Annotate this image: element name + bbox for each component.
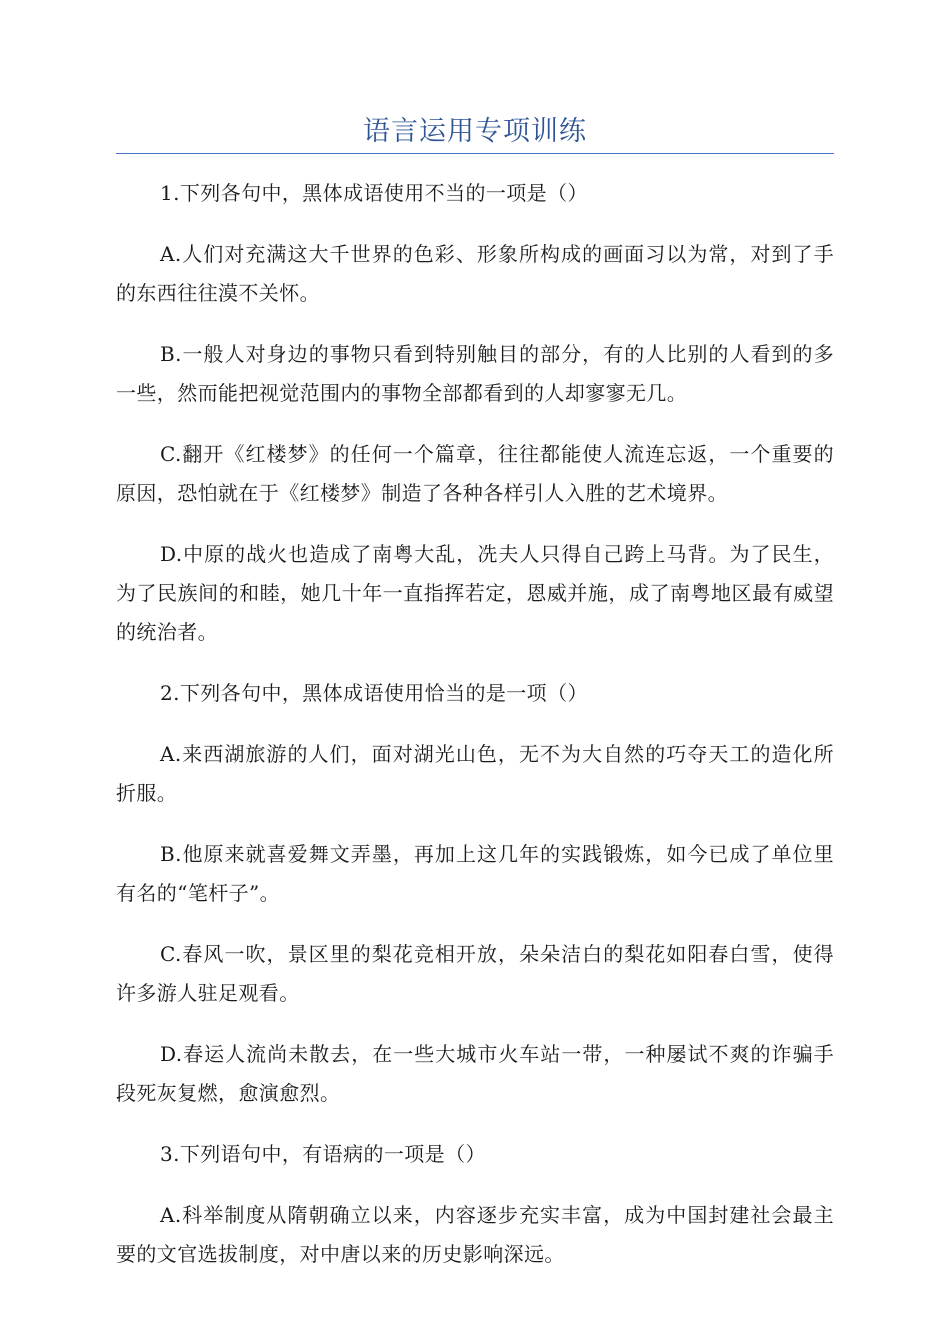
question-2-stem: 2.下列各句中，黑体成语使用恰当的是一项（） (160, 681, 588, 705)
question-2-option-d: D.春运人流尚未散去，在一些大城市火车站一带，一种屡试不爽的诈骗手段死灰复燃，愈演愈烈。 (116, 1042, 834, 1105)
question-3-option-a: A.科举制度从隋朝确立以来，内容逐步充实丰富，成为中国封建社会最主要的文官选拔制度，对中唐以来的历史影响深远。 (116, 1203, 834, 1266)
question-3-stem: 3.下列语句中，有语病的一项是（） (160, 1142, 486, 1166)
question-2-option-a: A.来西湖旅游的人们，面对湖光山色，无不为大自然的巧夺天工的造化所折服。 (116, 742, 834, 805)
question-1-stem: 1.下列各句中，黑体成语使用不当的一项是（） (160, 181, 588, 205)
question-1-option-d: D.中原的战火也造成了南粤大乱，冼夫人只得自己跨上马背。为了民生，为了民族间的和睦，她几十年一直指挥若定，恩威并施，成了南粤地区最有威望的统治者。 (116, 542, 834, 644)
question-2-option-b: B.他原来就喜爱舞文弄墨，再加上这几年的实践锻炼，如今已成了单位里有名的“笔杆子”。 (116, 842, 834, 905)
document-body (116, 174, 834, 1296)
question-2-option-c: C.春风一吹，景区里的梨花竞相开放，朵朵洁白的梨花如阳春白雪，使得许多游人驻足观看。 (116, 942, 834, 1005)
title-underline (116, 153, 834, 154)
question-1-option-b: B.一般人对身边的事物只看到特别触目的部分，有的人比别的人看到的多一些，然而能把视觉范围内的事物全部都看到的人却寥寥无几。 (116, 342, 834, 405)
question-1-option-a: A.人们对充满这大千世界的色彩、形象所构成的画面习以为常，对到了手的东西往往漠不关怀。 (116, 242, 834, 305)
page-title: 语言运用专项训练 (363, 116, 587, 147)
question-1-option-c: C.翻开《红楼梦》的任何一个篇章，往往都能使人流连忘返，一个重要的原因，恐怕就在于《红楼梦》制造了各种各样引人入胜的艺术境界。 (116, 442, 834, 505)
